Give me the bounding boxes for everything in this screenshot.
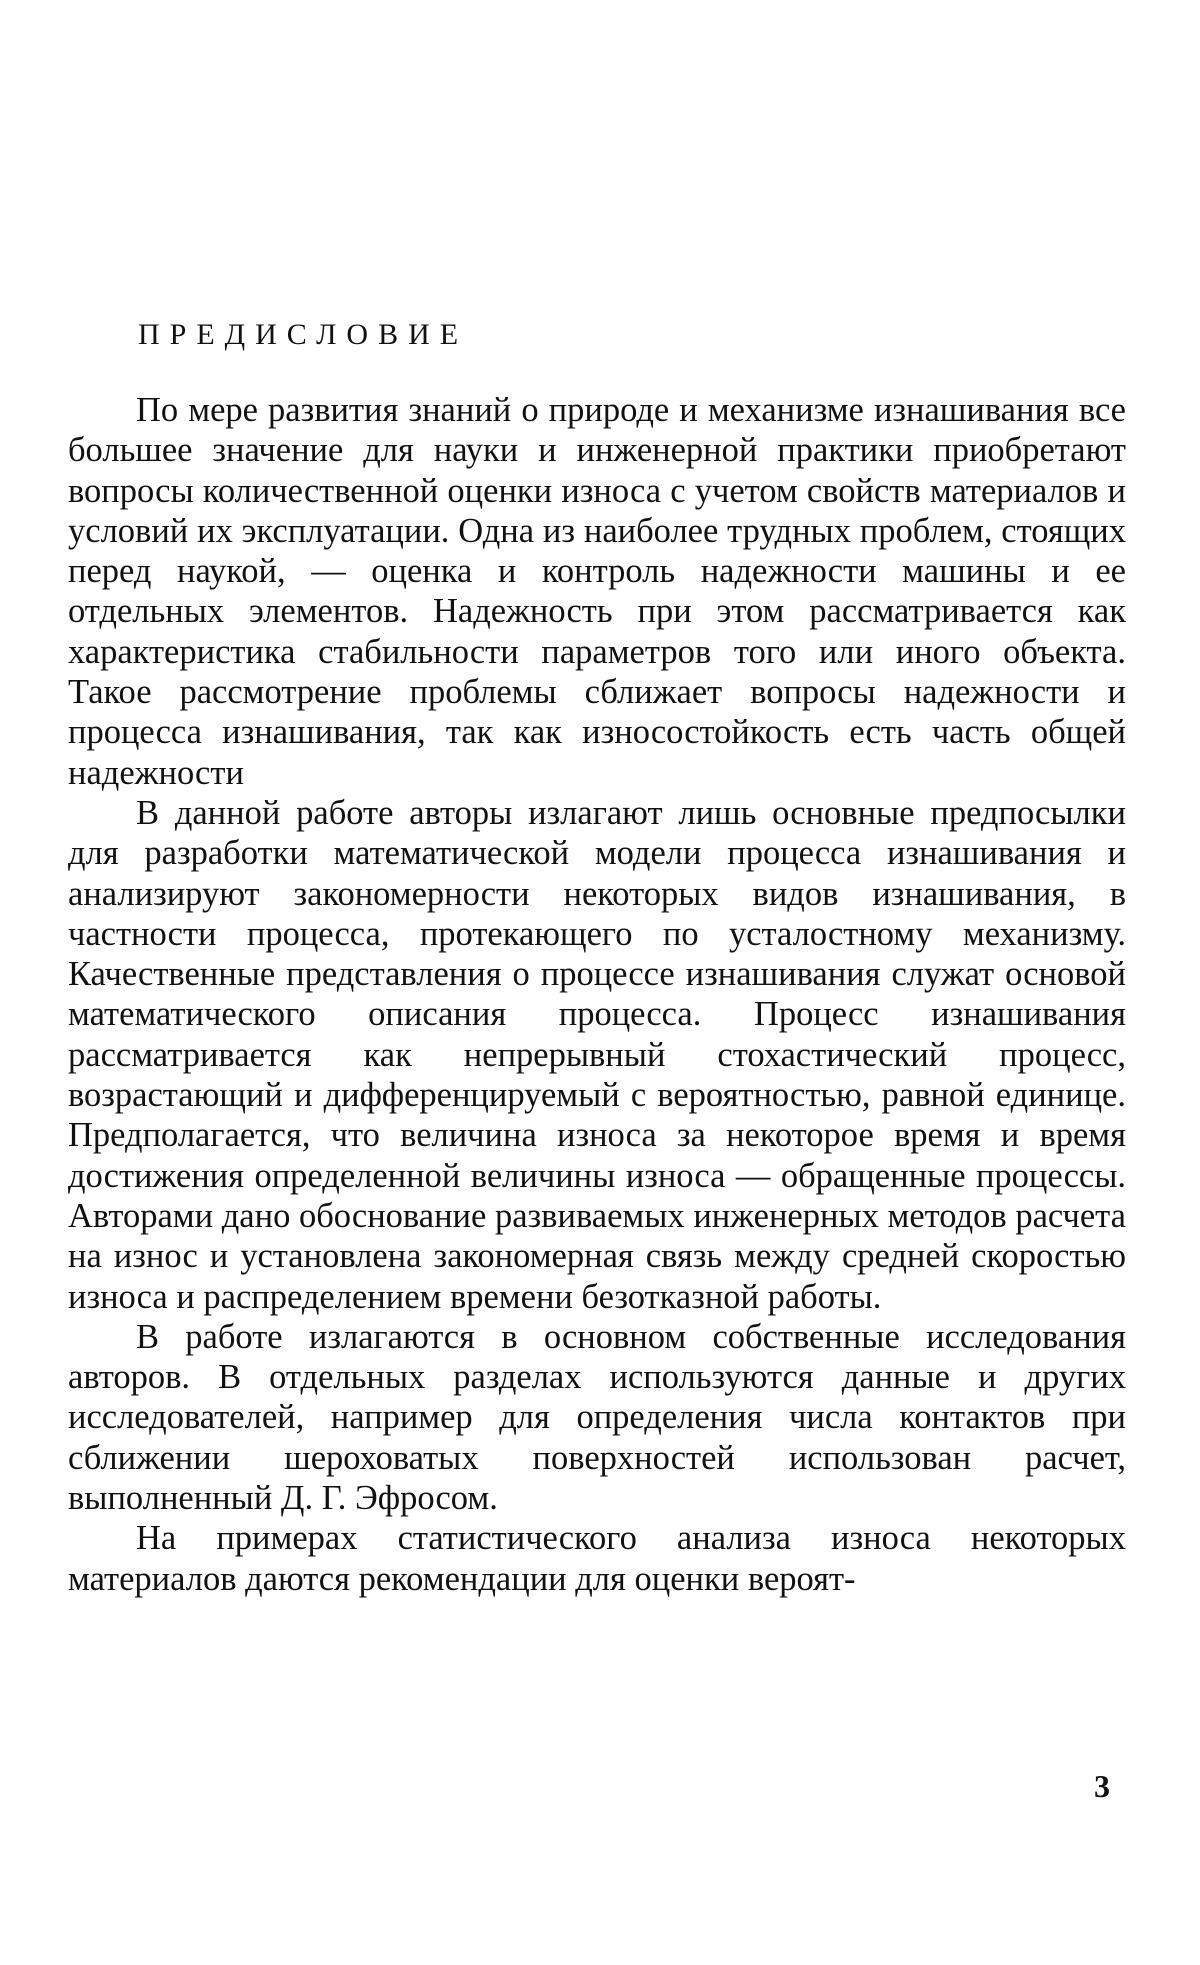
body-text	[68, 390, 1126, 1599]
paragraph: По мере развития знаний о природе и механизме изнашивания все большее значение для науки и инженерной практики приобретают вопросы количественной оценки износа с учетом свойств материалов и условий их эксплуатации. Одна из наиболее трудных проблем, стоящих перед наукой, — оценка и контроль надежности машины и ее отдельных элементов. Надежность при этом рассматривается как характеристика стабильности параметров того или иного объекта. Такое рассмотрение проблемы сближает вопросы надежности и процесса изнашивания, так как износостойкость есть часть общей надежности	[68, 391, 1126, 792]
paragraph: В данной работе авторы излагают лишь основные предпосылки для разработки математической модели процесса изнашивания и анализируют закономерности некоторых видов изнашивания, в частности процесса, протекающего по усталостному механизму. Качественные представления о процессе изнашивания служат основой математического описания процесса. Процесс изнашивания рассматривается как непрерывный стохастический процесс, возрастающий и дифференцируемый с вероятностью, равной единице. Предполагается, что величина износа за некоторое время и время достижения определенной величины износа — обращенные процессы. Авторами дано обоснование развиваемых инженерных методов расчета на износ и установлена закономерная связь между средней скоростью износа и распределением времени безотказной работы.	[68, 793, 1126, 1316]
page-number: 3	[1094, 1768, 1110, 1804]
paragraph: На примерах статистического анализа износа некоторых материалов даются рекомендации для оценки вероят-	[68, 1519, 1126, 1598]
paragraph: В работе излагаются в основном собственные исследования авторов. В отдельных разделах используются данные и других исследователей, например для определения числа контактов при сближении шероховатых поверхностей использован расчет, выполненный Д. Г. Эфросом.	[68, 1317, 1126, 1518]
page-heading: ПРЕДИСЛОВИЕ	[138, 318, 469, 351]
